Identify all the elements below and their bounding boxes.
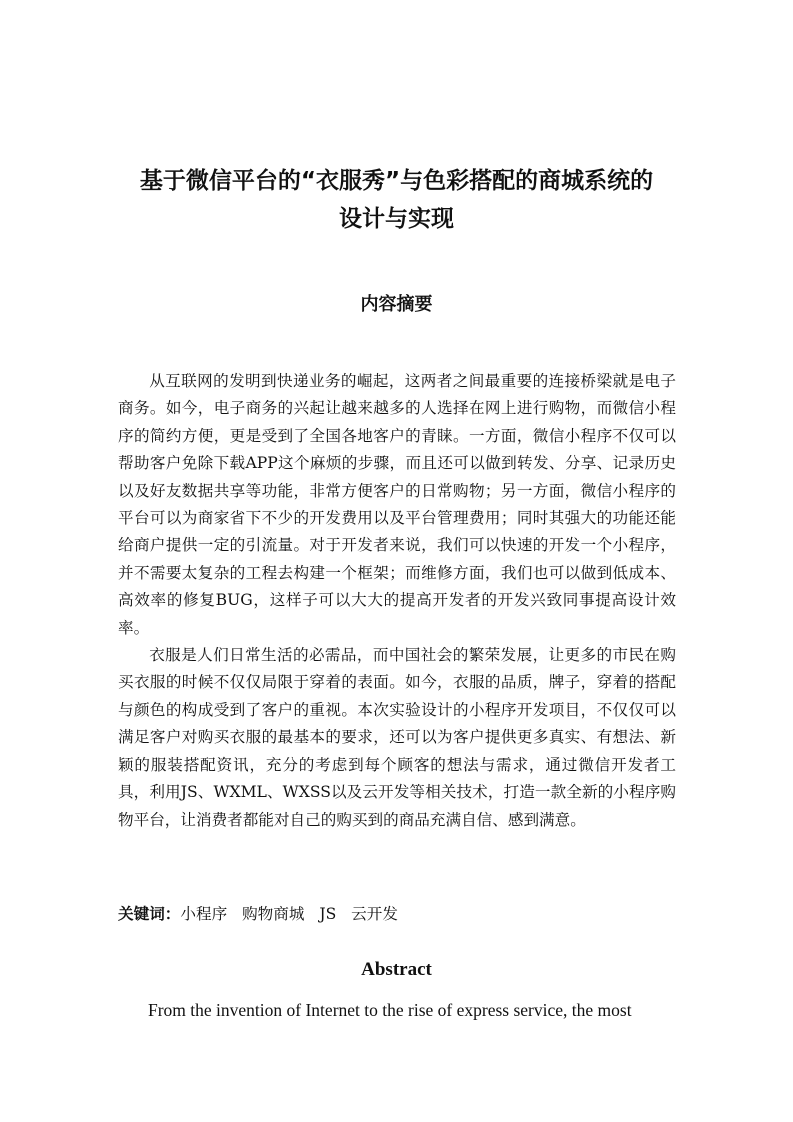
chinese-abstract-heading: 内容摘要 (360, 294, 433, 315)
chinese-abstract-body (118, 368, 676, 834)
keyword-item: 小程序 (180, 905, 228, 923)
keywords-label: 关键词： (118, 905, 181, 923)
chinese-abstract-paragraph-2: 衣服是人们日常生活的必需品，而中国社会的繁荣发展，让更多的市民在购买衣服的时候不仅仅局限于穿着的表面。如今，衣服的品质，牌子，穿着的搭配与颜色的构成受到了客户的重视。本次实验设计的小程序开发项目，不仅仅可以满足客户对购买衣服的最基本的要求，还可以为客户提供更多真实、有想法、新颖的服装搭配资讯，充分的考虑到每个顾客的想法与需求，通过微信开发者工具，利用JS、WXML、WXSS以及云开发等相关技术，打造一款全新的小程序购物平台，让消费者都能对自己的购买到的商品充满自信、感到满意。 (118, 646, 676, 829)
keyword-item: 购物商城 (242, 905, 305, 923)
keyword-item: JS (319, 905, 337, 923)
paper-title (100, 162, 693, 238)
keyword-item: 云开发 (351, 905, 398, 923)
paper-title-line-1: 基于微信平台的“衣服秀”与色彩搭配的商城系统的 (139, 168, 654, 194)
english-abstract-heading: Abstract (361, 959, 432, 980)
paper-title-line-2: 设计与实现 (339, 206, 454, 232)
chinese-abstract-paragraph-1: 从互联网的发明到快递业务的崛起，这两者之间最重要的连接桥梁就是电子商务。如今，电子商务的兴起让越来越多的人选择在网上进行购物，而微信小程序的简约方便，更是受到了全国各地客户的青睐。一方面，微信小程序不仅可以帮助客户免除下载APP这个麻烦的步骤，而且还可以做到转发、分享、记录历史以及好友数据共享等功能，非常方便客户的日常购物；另一方面，微信小程序的平台可以为商家省下不少的开发费用以及平台管理费用；同时其强大的功能还能给商户提供一定的引流量。对于开发者来说，我们可以快速的开发一个小程序，并不需要太复杂的工程去构建一个框架；而维修方面，我们也可以做到低成本、高效率的修复BUG，这样子可以大大的提高开发者的开发兴致同事提高设计效率。 (118, 372, 676, 637)
keywords-line (118, 900, 676, 928)
english-abstract-first-line: From the invention of Internet to the rise of express service, the most (148, 1000, 632, 1020)
